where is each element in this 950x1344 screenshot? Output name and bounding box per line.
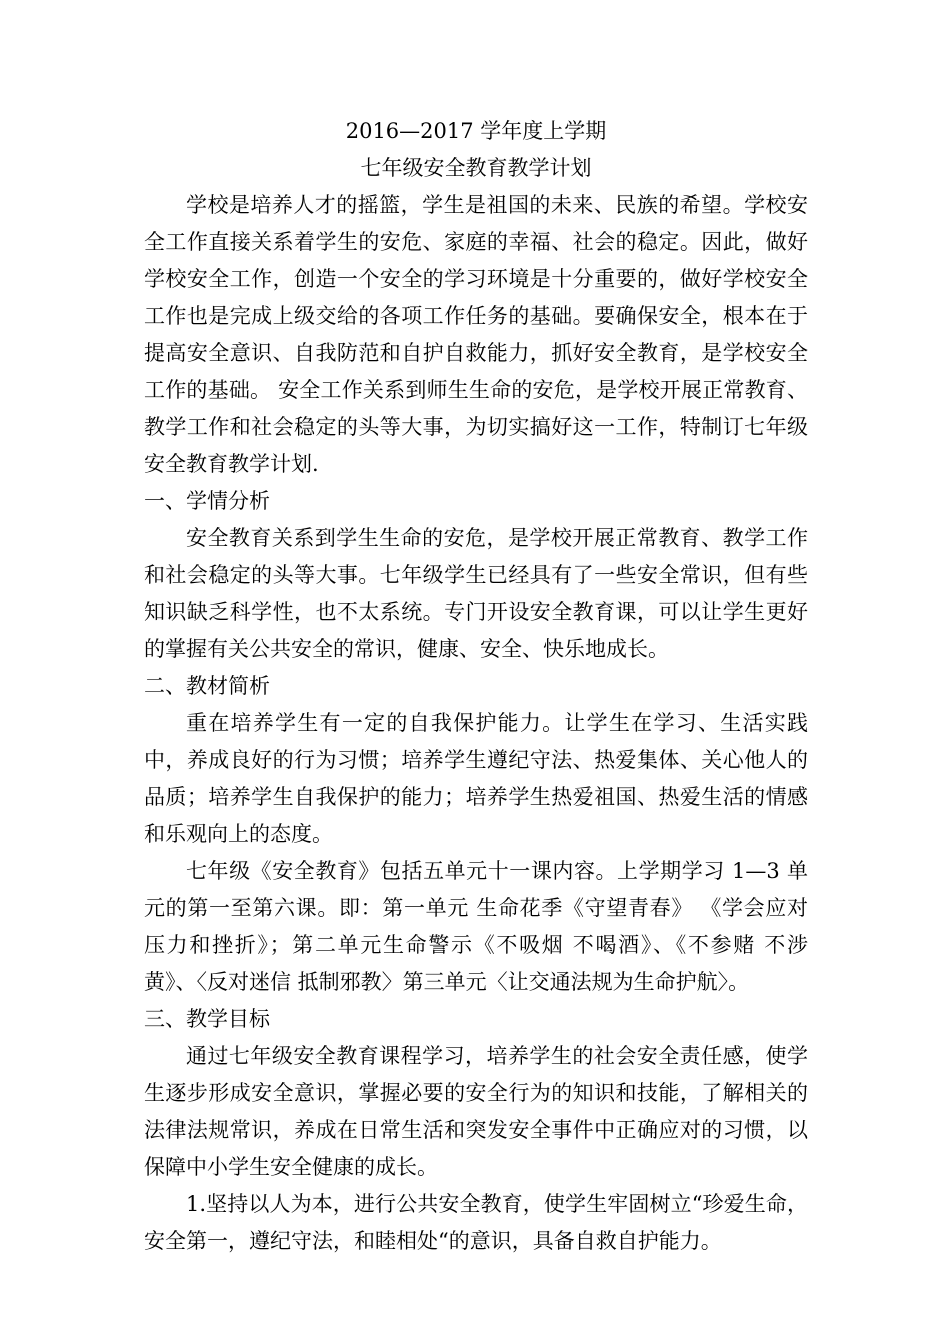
document-page (144, 113, 808, 1260)
document-title-line1: 2016—2017 学年度上学期 (345, 119, 607, 143)
section3-heading: 三、教学目标 (144, 1007, 270, 1031)
section2-paragraph-2: 七年级《安全教育》包括五单元十一课内容。上学期学习 1—3 单元的第一至第六课。即：第一单元 生命花季《守望青春》 《学会应对压力和挫折》；第二单元生命警示《不吸烟 不喝酒》、《不参赌 不涉黄》、〈反对迷信 抵制邪教〉第三单元〈让交通法规为生命护航〉。 (144, 859, 808, 994)
intro-paragraph: 学校是培养人才的摇篮，学生是祖国的未来、民族的希望。学校安全工作直接关系着学生的安危、家庭的幸福、社会的稳定。因此，做好学校安全工作，创造一个安全的学习环境是十分重要的，做好学校安全工作也是完成上级交给的各项工作任务的基础。要确保安全，根本在于提高安全意识、自我防范和自护自救能力，抓好安全教育，是学校安全工作的基础。 安全工作关系到师生生命的安危，是学校开展正常教育、教学工作和社会稳定的头等大事，为切实搞好这一工作，特制订七年级安全教育教学计划. (144, 193, 808, 476)
section1-paragraph: 安全教育关系到学生生命的安危，是学校开展正常教育、教学工作和社会稳定的头等大事。七年级学生已经具有了一些安全常识，但有些知识缺乏科学性，也不太系统。专门开设安全教育课，可以让学生更好的掌握有关公共安全的常识，健康、安全、快乐地成长。 (144, 526, 808, 661)
section1-heading: 一、学情分析 (144, 489, 270, 513)
section3-paragraph: 通过七年级安全教育课程学习，培养学生的社会安全责任感，使学生逐步形成安全意识，掌握必要的安全行为的知识和技能，了解相关的法律法规常识，养成在日常生活和突发安全事件中正确应对的习惯，以保障中小学生安全健康的成长。 (144, 1044, 808, 1179)
document-title-line2: 七年级安全教育教学计划 (360, 156, 592, 180)
section2-heading: 二、教材简析 (144, 674, 270, 698)
section3-item-1: 1.坚持以人为本，进行公共安全教育，使学生牢固树立“珍爱生命，安全第一，遵纪守法，和睦相处“的意识，具备自救自护能力。 (144, 1192, 808, 1253)
section2-paragraph-1: 重在培养学生有一定的自我保护能力。让学生在学习、生活实践中，养成良好的行为习惯；培养学生遵纪守法、热爱集体、关心他人的品质；培养学生自我保护的能力；培养学生热爱祖国、热爱生活的情感和乐观向上的态度。 (144, 711, 808, 846)
